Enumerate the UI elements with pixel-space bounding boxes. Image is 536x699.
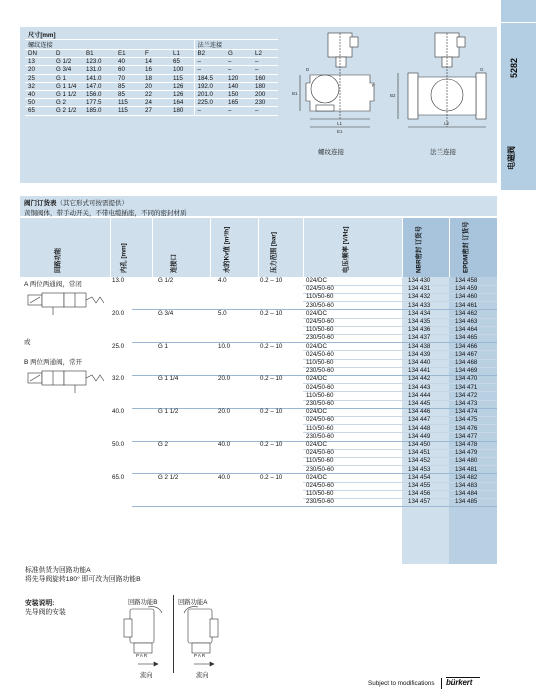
dim-cell: 115 <box>115 107 142 115</box>
product-code: 5282 <box>509 57 519 78</box>
dim-cell: 65 <box>170 58 194 66</box>
caption-flanged: 法兰连接 <box>430 149 456 156</box>
port-value: G 1 1/2 <box>158 408 179 416</box>
nbr-order-number: 134 448 <box>408 424 431 432</box>
ordering-header-text: 电压/频率 [V/Hz] <box>342 226 349 273</box>
dim-cell: 201.0 <box>194 90 225 98</box>
epdm-order-number: 134 483 <box>455 482 478 489</box>
dim-cell: G 1/2 <box>53 58 83 66</box>
dim-cell: G 1 <box>53 74 83 82</box>
ordering-header <box>20 196 497 216</box>
port-value: G 1 <box>158 342 168 350</box>
orifice-value: 32.0 <box>112 375 125 383</box>
nbr-order-number: 134 436 <box>408 326 431 334</box>
nbr-order-number: 134 443 <box>408 383 431 391</box>
dim-cell: G 2 <box>53 99 83 107</box>
nbr-order-number: 134 437 <box>408 334 431 342</box>
brand-logo: bürkert <box>446 678 473 687</box>
nbr-order-number: 134 430 <box>408 277 431 284</box>
ordering-header-divider <box>402 218 403 277</box>
dim-cell: 18 <box>142 74 170 82</box>
epdm-order-number: 134 460 <box>455 293 478 301</box>
footer-text: Subject to modifications <box>368 680 435 687</box>
voltage-value: 110/50-60 <box>306 424 334 432</box>
epdm-order-number: 134 462 <box>455 309 478 317</box>
dim-cell: – <box>225 58 252 66</box>
ordering-title-note: （其它形式可按需提供） <box>56 200 128 207</box>
voltage-value: 024/50-60 <box>306 416 334 424</box>
ordering-title: 阀门订货表 <box>24 200 57 207</box>
nbr-order-number: 134 454 <box>408 473 431 481</box>
flange-right <box>476 73 486 119</box>
flow-arrows <box>118 659 228 669</box>
dim-header-cell: L2 <box>252 50 278 58</box>
orifice-value: 20.0 <box>112 309 125 317</box>
dimensions-panel <box>20 27 497 183</box>
label-e1: E1 <box>337 129 343 134</box>
kv-value: 4.0 <box>218 277 227 284</box>
voltage-value: 024/50-60 <box>306 285 334 293</box>
ordering-header-divider <box>449 218 450 277</box>
nbr-order-number: 134 433 <box>408 301 431 309</box>
voltage-value: 230/50-60 <box>306 498 334 506</box>
voltage-value: 024/50-60 <box>306 383 334 391</box>
dim-cell: 27 <box>142 107 170 115</box>
nbr-order-number: 134 442 <box>408 375 431 383</box>
dim-cell: G 3/4 <box>53 66 83 74</box>
dim-cell: 156.0 <box>83 90 115 98</box>
epdm-order-number: 134 476 <box>455 424 478 432</box>
epdm-order-number: 134 480 <box>455 457 478 465</box>
dim-cell: 147.0 <box>83 82 115 90</box>
orifice-value: 65.0 <box>112 473 125 481</box>
dim-header-cell: D <box>53 50 83 58</box>
label-b2: B2 <box>390 93 396 98</box>
epdm-order-number: 134 464 <box>455 326 478 334</box>
dim-cell: 40 <box>115 58 142 66</box>
epdm-order-number: 134 473 <box>455 400 478 407</box>
pressure-value: 0.2 – 10 <box>260 277 283 284</box>
ordering-header-cell <box>258 218 303 277</box>
pressure-value: 0.2 – 10 <box>260 342 283 350</box>
epdm-order-number: 134 468 <box>455 359 478 366</box>
footer-separator <box>441 678 442 689</box>
dim-header-cell: F <box>142 50 170 58</box>
nbr-order-number: 134 444 <box>408 391 431 399</box>
nbr-order-number: 134 456 <box>408 490 431 498</box>
label-l1: L1 <box>337 121 343 126</box>
dim-header-cell: B2 <box>194 50 225 58</box>
voltage-value: 024/DC <box>306 473 327 481</box>
dim-cell: 225.0 <box>194 99 225 107</box>
nbr-order-number: 134 441 <box>408 367 431 375</box>
dim-cell: 100 <box>170 66 194 74</box>
pressure-value: 0.2 – 10 <box>260 375 283 383</box>
ordering-header-cell <box>303 218 402 277</box>
dim-header-cell: G <box>225 50 252 58</box>
dim-cell: 184.5 <box>194 74 225 82</box>
dim-cell: 85 <box>115 90 142 98</box>
ordering-table <box>20 218 497 564</box>
label-f: F <box>372 83 375 88</box>
voltage-value: 024/50-60 <box>306 318 334 325</box>
epdm-order-number: 134 482 <box>455 473 478 481</box>
ordering-header-text: EPDM密封 订货号 <box>462 221 470 273</box>
nbr-order-number: 134 431 <box>408 285 431 293</box>
epdm-order-number: 134 479 <box>455 449 478 457</box>
dim-cell: 126 <box>170 82 194 90</box>
port-value: G 2 1/2 <box>158 473 179 481</box>
product-category: 电磁阀 <box>507 146 516 170</box>
nbr-order-number: 134 445 <box>408 400 431 407</box>
voltage-value: 110/50-60 <box>306 490 334 498</box>
label-b1: B1 <box>292 91 298 96</box>
dim-cell: 14 <box>142 58 170 66</box>
kv-value: 5.0 <box>218 309 227 317</box>
voltage-value: 230/50-60 <box>306 367 334 375</box>
voltage-value: 230/50-60 <box>306 400 334 407</box>
dim-cell: 180 <box>252 82 278 90</box>
epdm-order-number: 134 485 <box>455 498 478 506</box>
voltage-value: 110/50-60 <box>306 359 334 366</box>
voltage-value: 230/50-60 <box>306 334 334 342</box>
epdm-order-number: 134 472 <box>455 391 478 399</box>
dim-row <box>25 66 278 74</box>
flow-label-right: 流向 <box>196 672 209 679</box>
dim-cell: 20 <box>142 82 170 90</box>
nbr-order-number: 134 452 <box>408 457 431 465</box>
ports-right: P A R <box>194 653 206 658</box>
ordering-header-cell <box>152 218 210 277</box>
dim-cell: – <box>252 107 278 115</box>
voltage-value: 024/DC <box>306 375 327 383</box>
dim-cell: 164 <box>170 99 194 107</box>
nbr-order-number: 134 450 <box>408 441 431 448</box>
nbr-order-number: 134 451 <box>408 449 431 457</box>
nbr-order-number: 134 449 <box>408 432 431 440</box>
epdm-order-number: 134 469 <box>455 367 478 375</box>
caption-threaded: 螺纹连接 <box>318 149 344 156</box>
dim-cell: 120 <box>225 74 252 82</box>
dim-cell: – <box>252 58 278 66</box>
orifice-value: 50.0 <box>112 441 125 448</box>
group-threaded: 螺纹连接 <box>25 40 194 50</box>
voltage-value: 230/50-60 <box>306 432 334 440</box>
dim-header-cell: DN <box>25 50 53 58</box>
dimensions-header-row <box>25 50 278 58</box>
epdm-order-number: 134 465 <box>455 334 478 342</box>
ordering-header-text: 回路功能 <box>54 247 62 273</box>
install-figure <box>118 593 228 683</box>
dim-cell: 165 <box>225 99 252 107</box>
valve-drawing-svg <box>280 27 497 183</box>
dim-cell: 126 <box>170 90 194 98</box>
flange-left <box>408 73 418 119</box>
ordering-header-cell <box>20 218 110 277</box>
epdm-order-number: 134 461 <box>455 301 478 309</box>
side-tab-divider <box>501 22 536 23</box>
voltage-value: 110/50-60 <box>306 326 334 334</box>
install-title: 安装说明: <box>25 600 55 607</box>
dim-cell: 16 <box>142 66 170 74</box>
dim-cell: G 2 1/2 <box>53 107 83 115</box>
ordering-table-body <box>20 277 497 564</box>
ordering-header-divider <box>303 218 304 277</box>
epdm-order-number: 134 470 <box>455 375 478 383</box>
port-value: G 1 1/4 <box>158 375 179 383</box>
dim-cell: 140 <box>225 82 252 90</box>
dim-cell: 50 <box>25 99 53 107</box>
install-subtitle: 先导阀的安装 <box>25 609 66 616</box>
kv-value: 40.0 <box>218 441 231 448</box>
label-d: D <box>306 67 310 72</box>
ordering-header-cell <box>402 218 449 277</box>
dim-cell: – <box>225 66 252 74</box>
dim-cell: – <box>225 107 252 115</box>
dim-header-cell: B1 <box>83 50 115 58</box>
dimensions-body <box>25 58 278 115</box>
orifice-value: 25.0 <box>112 342 125 350</box>
ordering-header-divider <box>258 218 259 277</box>
dim-cell: 24 <box>142 99 170 107</box>
dim-cell: – <box>194 107 225 115</box>
epdm-order-number: 134 471 <box>455 383 478 391</box>
dim-row <box>25 58 278 66</box>
dim-cell: 200 <box>252 90 278 98</box>
voltage-value: 110/50-60 <box>306 293 334 301</box>
dim-cell: 60 <box>115 66 142 74</box>
ordering-table-header <box>20 218 497 277</box>
dim-header-cell: E1 <box>115 50 142 58</box>
dim-cell: 141.0 <box>83 74 115 82</box>
dim-cell: 70 <box>115 74 142 82</box>
flow-label-left: 流向 <box>140 672 153 679</box>
voltage-value: 024/DC <box>306 309 327 317</box>
function-a-label: A 两位两通阀，常闭 <box>24 281 82 288</box>
ordering-row-divider <box>132 506 497 507</box>
epdm-order-number: 134 475 <box>455 416 478 424</box>
ordering-header-divider <box>152 218 153 277</box>
dim-cell: – <box>194 58 225 66</box>
dim-cell: 177.5 <box>83 99 115 107</box>
dimensions-table <box>25 30 278 116</box>
dim-cell: – <box>252 66 278 74</box>
orifice-value: 13.0 <box>112 277 125 284</box>
ordering-header-cell <box>210 218 258 277</box>
note-line-1: 标准供货为回路功能A <box>25 567 91 574</box>
pressure-value: 0.2 – 10 <box>260 408 283 416</box>
kv-value: 20.0 <box>218 375 231 383</box>
port-value: G 2 <box>158 441 168 448</box>
kv-value: 20.0 <box>218 408 231 416</box>
kv-value: 10.0 <box>218 342 231 350</box>
ordering-header-text: NBR密封 订货号 <box>415 226 422 273</box>
function-b-label: B 两位两通阀，常开 <box>24 359 83 366</box>
dim-cell: 185.0 <box>83 107 115 115</box>
dim-cell: 180 <box>170 107 194 115</box>
dim-cell: 150 <box>225 90 252 98</box>
dim-row <box>25 90 278 98</box>
nbr-order-number: 134 434 <box>408 309 431 317</box>
pressure-value: 0.2 – 10 <box>260 309 283 317</box>
epdm-order-number: 134 478 <box>455 441 478 448</box>
dim-header-cell: L1 <box>170 50 194 58</box>
epdm-order-number: 134 474 <box>455 408 478 416</box>
function-or-label: 或 <box>24 339 31 346</box>
label-g: G <box>480 67 484 72</box>
dim-cell: 40 <box>25 90 53 98</box>
dim-cell: 192.0 <box>194 82 225 90</box>
dim-cell: 20 <box>25 66 53 74</box>
voltage-value: 024/50-60 <box>306 449 334 457</box>
label-function-a: 回路功能A <box>178 599 208 606</box>
epdm-order-number: 134 467 <box>455 350 478 358</box>
dim-cell: 131.0 <box>83 66 115 74</box>
voltage-value: 110/50-60 <box>306 391 334 399</box>
dim-cell: 22 <box>142 90 170 98</box>
dim-cell: G 1 1/2 <box>53 90 83 98</box>
voltage-value: 024/50-60 <box>306 350 334 358</box>
nbr-order-number: 134 435 <box>408 318 431 325</box>
nbr-order-number: 134 432 <box>408 293 431 301</box>
dim-cell: 32 <box>25 82 53 90</box>
dim-cell: – <box>194 66 225 74</box>
label-function-b: 回路功能B <box>128 599 158 606</box>
side-tab <box>501 0 536 190</box>
orifice-value: 40.0 <box>112 408 125 416</box>
ordering-header-text: 水的Kv值 [m³/h] <box>223 226 231 273</box>
voltage-value: 230/50-60 <box>306 301 334 309</box>
valve-drawings <box>280 27 497 183</box>
voltage-value: 230/50-60 <box>306 465 334 473</box>
voltage-value: 024/DC <box>306 441 327 448</box>
dim-cell: 160 <box>252 74 278 82</box>
ordering-header-text: 连接口 <box>170 254 178 273</box>
ordering-header-cell <box>449 218 497 277</box>
ordering-header-cell <box>110 218 152 277</box>
dim-cell: 13 <box>25 58 53 66</box>
nbr-order-number: 134 440 <box>408 359 431 366</box>
notes <box>25 566 141 584</box>
epdm-order-number: 134 459 <box>455 285 478 293</box>
voltage-value: 024/50-60 <box>306 482 334 489</box>
label-l2: L2 <box>444 121 450 126</box>
voltage-value: 110/50-60 <box>306 457 334 465</box>
dim-cell: 115 <box>115 99 142 107</box>
dim-cell: 123.0 <box>83 58 115 66</box>
voltage-value: 024/DC <box>306 277 327 284</box>
epdm-order-number: 134 481 <box>455 465 478 473</box>
epdm-order-number: 134 458 <box>455 277 478 284</box>
pressure-value: 0.2 – 10 <box>260 473 283 481</box>
note-line-2: 将先导阀旋转180° 即可改为回路功能B <box>25 576 141 583</box>
install-svg <box>118 605 228 663</box>
nbr-order-number: 134 446 <box>408 408 431 416</box>
dim-cell: 25 <box>25 74 53 82</box>
ordering-header-text: 内孔 [mm] <box>120 243 128 273</box>
dim-row <box>25 82 278 90</box>
ordering-header-divider <box>110 218 111 277</box>
dim-cell: 85 <box>115 82 142 90</box>
epdm-order-number: 134 463 <box>455 318 478 325</box>
nbr-order-number: 134 439 <box>408 350 431 358</box>
dim-cell: 230 <box>252 99 278 107</box>
voltage-value: 024/DC <box>306 342 327 350</box>
pressure-value: 0.2 – 10 <box>260 441 283 448</box>
nbr-order-number: 134 457 <box>408 498 431 506</box>
nbr-order-number: 134 438 <box>408 342 431 350</box>
dimensions-title: 尺寸[mm] <box>25 30 278 40</box>
ordering-header-text: 压力范围 [bar] <box>270 232 277 273</box>
dim-row <box>25 107 278 115</box>
dim-row <box>25 99 278 107</box>
ordering-header-divider <box>210 218 211 277</box>
dim-cell: 65 <box>25 107 53 115</box>
dim-cell: G 1 1/4 <box>53 82 83 90</box>
nbr-order-number: 134 447 <box>408 416 431 424</box>
port-value: G 3/4 <box>158 309 174 317</box>
port-value: G 1/2 <box>158 277 174 284</box>
ports-left: P A R <box>136 653 148 658</box>
group-flanged: 法兰连接 <box>194 40 278 50</box>
dim-cell: 115 <box>170 74 194 82</box>
ordering-subtitle: 黄铜阀体，带手动开关，不带电缆插座，不同的密封材质 <box>24 210 187 217</box>
epdm-order-number: 134 477 <box>455 432 478 440</box>
nbr-order-number: 134 455 <box>408 482 431 489</box>
epdm-order-number: 134 466 <box>455 342 478 350</box>
epdm-order-number: 134 484 <box>455 490 478 498</box>
dim-row <box>25 74 278 82</box>
kv-value: 40.0 <box>218 473 231 481</box>
nbr-order-number: 134 453 <box>408 465 431 473</box>
voltage-value: 024/DC <box>306 408 327 416</box>
